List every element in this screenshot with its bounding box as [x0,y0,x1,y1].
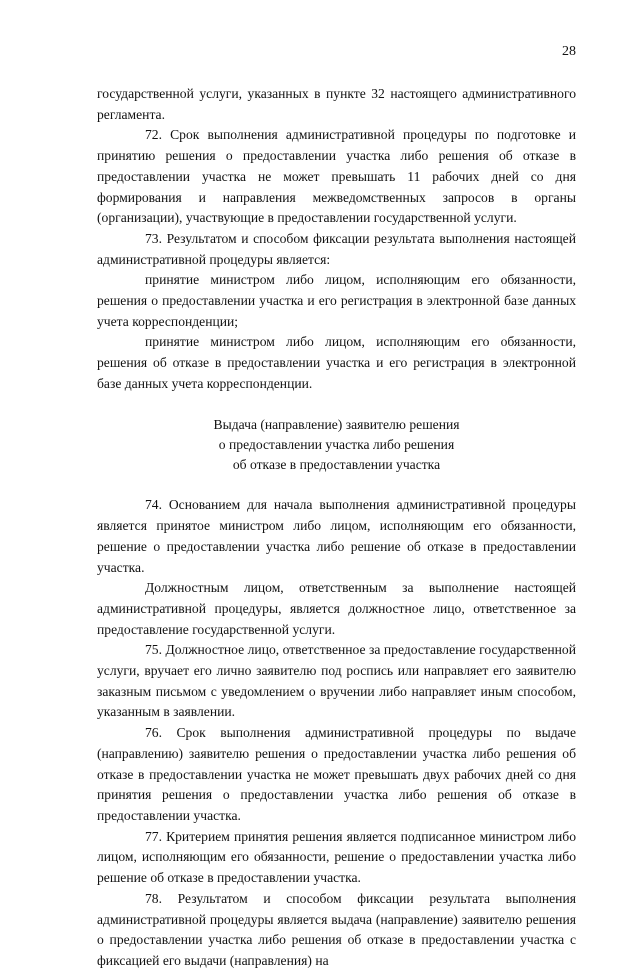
paragraph-73-item-2: принятие министром либо лицом, исполняющим его обязанности, решения об отказе в предоставлении участка и его регистрация в электронной базе данных учета корреспонденции. [97,334,576,391]
paragraph-continuation: государственной услуги, указанных в пункте 32 настоящего административного регламента. [97,86,576,122]
paragraph-76: 76. Срок выполнения административной процедуры по выдаче (направлению) заявителю решения о предоставлении участка либо решения об отказе в предоставлении участка не может превышать двух рабочих дней со дня принятия решения о предоставлении участка либо решения об отказе в предоставлении участка. [97,725,576,823]
paragraph-75: 75. Должностное лицо, ответственное за предоставление государственной услуги, вручает его лично заявителю под роспись или направляет его заявителю заказным письмом с уведомлением о вручении либо направляет иным способом, указанным в заявлении. [97,642,576,720]
section-heading [97,415,576,476]
paragraph-74-responsible: Должностным лицом, ответственным за выполнение настоящей административной процедуры, является должностное лицо, ответственное за предоставление государственной услуги. [97,580,576,637]
section-heading-line-3: об отказе в предоставлении участка [232,457,441,473]
section-heading-line-2: о предоставлении участка либо решения [218,436,455,452]
paragraph-74: 74. Основанием для начала выполнения административной процедуры является принятое министром либо лицом, исполняющим его обязанности, решение о предоставлении участка либо решение об отказе в предоставлении участка. [97,497,576,575]
document-body [97,84,576,972]
section-heading-line-1: Выдача (направление) заявителю решения [213,416,460,432]
page-number: 28 [562,44,576,59]
paragraph-72: 72. Срок выполнения административной процедуры по подготовке и принятию решения о предоставлении участка либо решения об отказе в предоставлении участка не может превышать 11 рабочих дней со дня формирования и направления межведомственных запросов в органы (организации), участвующие в предоставлении государственной услуги. [97,127,576,226]
paragraph-78: 78. Результатом и способом фиксации результата выполнения административной процедуры является выдача (направление) заявителю решения о предоставлении участка либо решения об отказе в предоставлении участка с фиксацией его выдачи (направления) на [97,890,576,968]
paragraph-73: 73. Результатом и способом фиксации результата выполнения настоящей административной процедуры является: [97,230,576,267]
paragraph-73-item-1: принятие министром либо лицом, исполняющим его обязанности, решения о предоставлении участка и его регистрация в электронной базе данных учета корреспонденции; [97,272,576,329]
paragraph-77: 77. Критерием принятия решения является подписанное министром либо лицом, исполняющим его обязанности, решение о предоставлении участка либо решение об отказе в предоставлении участка. [97,828,576,886]
